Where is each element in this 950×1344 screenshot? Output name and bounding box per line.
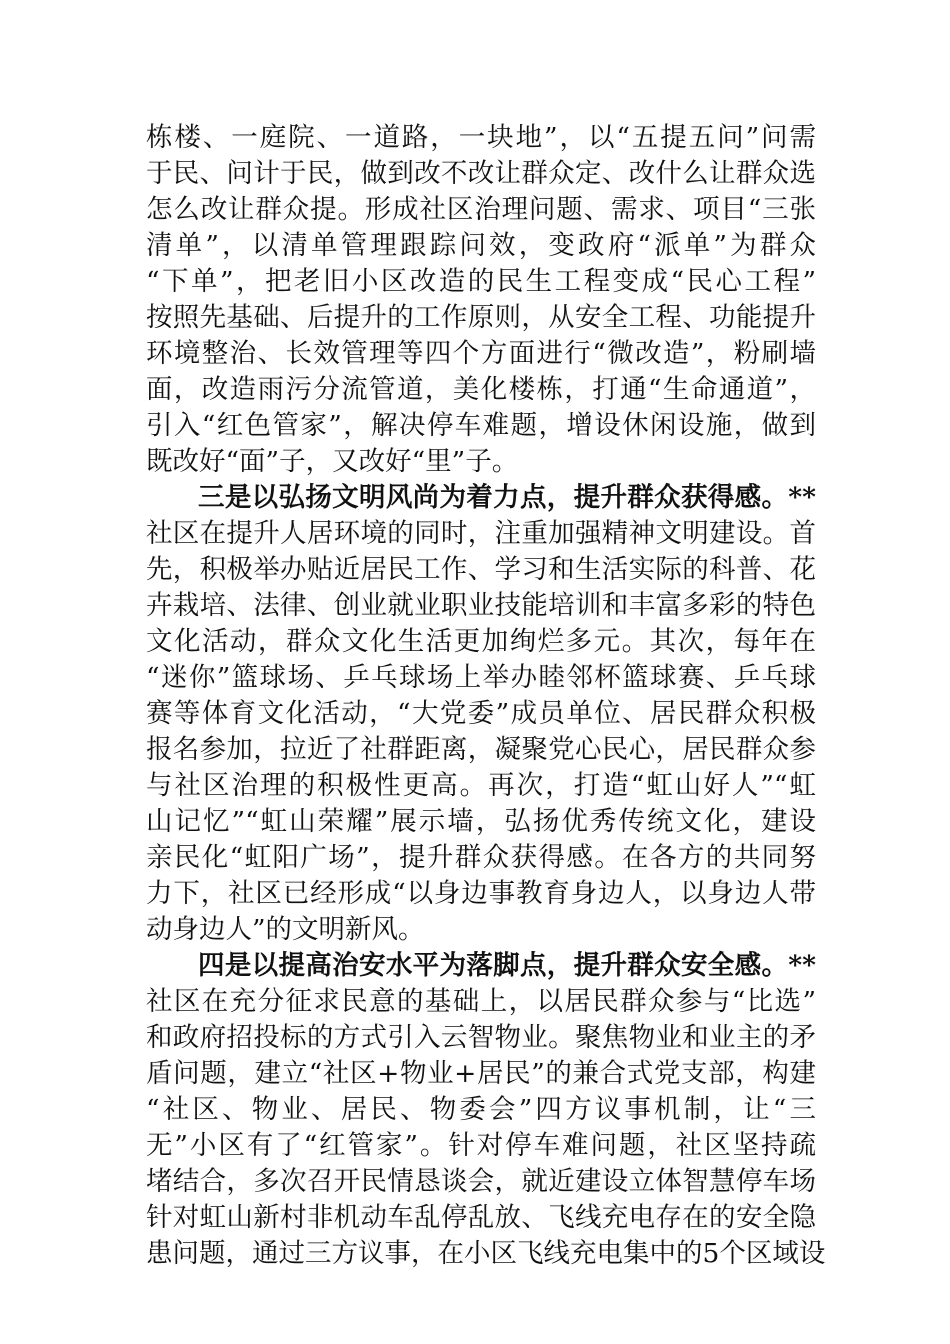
text-line: 和政府招投标的方式引入云智物业。聚焦物业和业主的矛 [146, 1022, 816, 1053]
text-line: “下单”，把老旧小区改造的民生工程变成“民心工程” [146, 266, 816, 297]
text-line: 患问题，通过三方议事，在小区飞线充电集中的5个区域设 [146, 1238, 826, 1269]
text-line: 报名参加，拉近了社群距离，凝聚党心民心，居民群众参 [146, 734, 816, 765]
text-line: 堵结合，多次召开民情恳谈会，就近建设立体智慧停车场 [146, 1166, 816, 1197]
text-line: 栋楼、一庭院、一道路，一块地”，以“五提五问”问需 [146, 122, 816, 153]
text-line: 社区在提升人居环境的同时，注重加强精神文明建设。首 [146, 518, 816, 549]
text-line: 文化活动，群众文化生活更加绚烂多元。其次，每年在 [146, 626, 816, 657]
text-line: 山记忆”“虹山荣耀”展示墙，弘扬优秀传统文化，建设 [146, 806, 816, 837]
text-line: 无”小区有了“红管家”。针对停车难问题，社区坚持疏 [146, 1130, 816, 1161]
text-line: 既改好“面”子，又改好“里”子。 [146, 446, 519, 477]
text-line: 环境整治、长效管理等四个方面进行“微改造”，粉刷墙 [146, 338, 816, 369]
text-line: 面，改造雨污分流管道，美化楼栋，打通“生命通道”， [146, 374, 816, 405]
section-heading: 四是以提高治安水平为落脚点，提升群众安全感。** [198, 950, 816, 981]
text-line: 先，积极举办贴近居民工作、学习和生活实际的科普、花 [146, 554, 816, 585]
text-line: 与社区治理的积极性更高。再次，打造“虹山好人”“虹 [146, 770, 816, 801]
text-line: 力下，社区已经形成“以身边事教育身边人，以身边人带 [146, 878, 816, 909]
text-line: 社区在充分征求民意的基础上，以居民群众参与“比选” [146, 986, 816, 1017]
text-line: 清单”，以清单管理跟踪问效，变政府“派单”为群众 [146, 230, 816, 261]
text-line: “迷你”篮球场、乒乓球场上举办睦邻杯篮球赛、乒乓球 [146, 662, 816, 693]
text-line: 卉栽培、法律、创业就业职业技能培训和丰富多彩的特色 [146, 590, 816, 621]
text-line: 盾问题，建立“社区+物业+居民”的兼合式党支部，构建 [146, 1058, 816, 1089]
section-heading: 三是以弘扬文明风尚为着力点，提升群众获得感。** [198, 482, 816, 513]
text-line: 针对虹山新村非机动车乱停乱放、飞线充电存在的安全隐 [146, 1202, 816, 1233]
text-line: 怎么改让群众提。形成社区治理问题、需求、项目“三张 [146, 194, 816, 225]
text-line: 赛等体育文化活动，“大党委”成员单位、居民群众积极 [146, 698, 816, 729]
text-line: 引入“红色管家”，解决停车难题，增设休闲设施，做到 [146, 410, 816, 441]
text-line: 动身边人”的文明新风。 [146, 914, 425, 945]
text-line: 亲民化“虹阳广场”，提升群众获得感。在各方的共同努 [146, 842, 816, 873]
text-line: “社区、物业、居民、物委会”四方议事机制，让“三 [146, 1094, 816, 1125]
text-line: 于民、问计于民，做到改不改让群众定、改什么让群众选 [146, 158, 816, 189]
text-line: 按照先基础、后提升的工作原则，从安全工程、功能提升 [146, 302, 816, 333]
